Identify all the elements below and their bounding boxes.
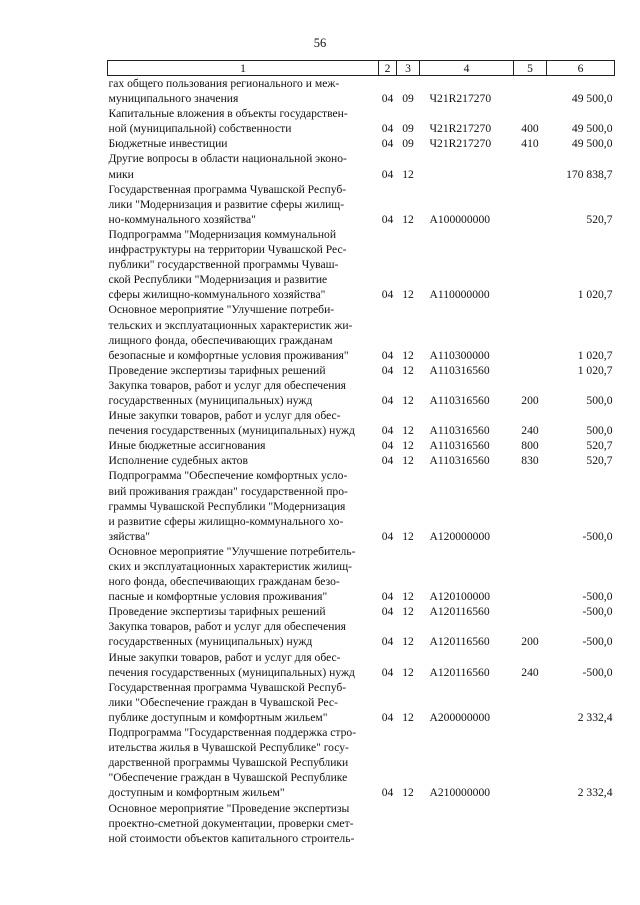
row-name: Бюджетные инвестиции (108, 137, 228, 151)
row-subsection: 12 (402, 665, 414, 679)
row-expense-type (514, 468, 547, 543)
row-expense-type: 830 (521, 454, 539, 468)
table-row (108, 363, 615, 378)
row-target-article: A120000000 (429, 529, 491, 543)
row-subsection: 09 (402, 122, 414, 136)
table-row (108, 619, 615, 649)
row-expense-type (514, 76, 547, 107)
row-name: Закупка товаров, работ и услуг для обеспечения государственных (муниципальных) нужд (108, 620, 347, 649)
row-section (379, 801, 397, 846)
row-target-article: Ч21R217270 (429, 122, 492, 136)
table-row (108, 604, 615, 619)
row-amount: 2 332,4 (577, 710, 613, 724)
row-expense-type (514, 182, 547, 227)
row-name: Проведение экспертизы тарифных решений (108, 605, 326, 619)
table-row (108, 302, 615, 362)
row-subsection: 12 (402, 288, 414, 302)
budget-table (107, 60, 615, 846)
row-amount: 1 020,7 (577, 363, 613, 377)
table-row (108, 438, 615, 453)
row-name: Основное мероприятие "Улучшение потребитель- ских и эксплуатационных характеристик жилищ- ного фонда, обеспечивающих гражданам безо- пасные и комфортные условия проживания" (108, 544, 356, 604)
row-expense-type: 240 (521, 424, 539, 438)
header-col-5: 5 (514, 61, 547, 76)
table-row (108, 106, 615, 136)
table-row (108, 227, 615, 302)
row-target-article (420, 801, 514, 846)
row-expense-type (514, 151, 547, 181)
table-row (108, 151, 615, 181)
row-amount: 49 500,0 (571, 137, 613, 151)
row-expense-type: 200 (521, 635, 539, 649)
row-name: гах общего пользования регионального и меж- муниципального значения (108, 77, 340, 106)
row-subsection: 12 (402, 348, 414, 362)
header-col-2: 2 (379, 61, 397, 76)
header-col-3: 3 (397, 61, 420, 76)
row-section: 04 (381, 212, 394, 226)
row-section: 04 (381, 454, 394, 468)
row-amount: -500,0 (582, 590, 613, 604)
row-amount: 520,7 (586, 439, 613, 453)
row-name: Государственная программа Чувашской Респуб- лики "Обеспечение граждан в Чувашской Рес- публике доступным и комфортным жильем" (108, 680, 347, 724)
row-subsection: 12 (402, 710, 414, 724)
row-target-article: A120116560 (429, 665, 490, 679)
row-expense-type: 800 (521, 439, 539, 453)
row-amount: 520,7 (586, 212, 613, 226)
table-row (108, 544, 615, 604)
header-col-4: 4 (420, 61, 514, 76)
table-row (108, 680, 615, 725)
table-row (108, 801, 615, 846)
row-target-article: A120116560 (429, 605, 490, 619)
row-subsection: 09 (402, 92, 414, 106)
table-row (108, 453, 615, 468)
row-amount: 49 500,0 (571, 122, 613, 136)
row-section: 04 (381, 393, 394, 407)
table-row (108, 725, 615, 800)
row-amount: 170 838,7 (566, 167, 613, 181)
row-section: 04 (381, 288, 394, 302)
table-row (108, 76, 615, 107)
row-subsection: 12 (402, 454, 414, 468)
row-target-article: A110316560 (429, 454, 490, 468)
row-amount: 2 332,4 (577, 786, 613, 800)
row-expense-type (514, 680, 547, 725)
row-target-article: Ч21R217270 (429, 137, 492, 151)
table-row (108, 468, 615, 543)
table-row (108, 182, 615, 227)
row-section: 04 (381, 92, 394, 106)
row-subsection: 12 (402, 590, 414, 604)
row-amount: -500,0 (582, 529, 613, 543)
row-subsection: 12 (402, 605, 414, 619)
row-target-article: A100000000 (429, 212, 491, 226)
row-name: Государственная программа Чувашской Респуб- лики "Модернизация и развитие сферы жилищ- но-коммунального хозяйства" (108, 182, 347, 226)
row-target-article: A200000000 (429, 710, 491, 724)
header-row (108, 61, 615, 76)
row-name: Иные закупки товаров, работ и услуг для обес- печения государственных (муниципальных) нужд (108, 409, 355, 438)
row-name: Подпрограмма "Модернизация коммунальной инфраструктуры на территории Чувашской Рес- публики" государственной программы Чуваш- ской Республики "Модернизация и развитие сферы жилищно-коммунального хозяйства" (108, 227, 347, 302)
row-name: Подпрограмма "Обеспечение комфортных усло- вий проживания граждан" государственной про- граммы Чувашской Республики "Модернизация и развитие сферы жилищно-коммунального хо- зяйства" (108, 469, 348, 543)
row-amount: 1 020,7 (577, 288, 613, 302)
row-name: Закупка товаров, работ и услуг для обеспечения государственных (муниципальных) нужд (108, 378, 347, 407)
row-expense-type: 200 (521, 393, 539, 407)
row-amount: 1 020,7 (577, 348, 613, 362)
row-expense-type (514, 302, 547, 362)
row-amount (547, 801, 615, 846)
row-expense-type: 240 (521, 665, 539, 679)
row-amount: -500,0 (582, 605, 613, 619)
row-subsection (397, 801, 420, 846)
row-amount: 520,7 (586, 454, 613, 468)
row-section: 04 (381, 363, 394, 377)
row-name: Другие вопросы в области национальной эконо- мики (108, 152, 347, 181)
row-subsection: 09 (402, 137, 414, 151)
header-col-1: 1 (108, 61, 379, 76)
row-target-article: A110316560 (429, 393, 490, 407)
table-body (108, 76, 615, 846)
row-section: 04 (381, 605, 394, 619)
row-name: Основное мероприятие "Проведение экспертизы проектно-сметной документации, проверки смет- ной стоимости объектов капитального строитель- (108, 801, 355, 845)
row-expense-type (514, 725, 547, 800)
row-amount: -500,0 (582, 665, 613, 679)
table-header (108, 61, 615, 76)
row-subsection: 12 (402, 212, 414, 226)
row-amount: 500,0 (586, 393, 613, 407)
row-subsection: 12 (402, 529, 414, 543)
row-section: 04 (381, 786, 394, 800)
row-section: 04 (381, 137, 394, 151)
row-subsection: 12 (402, 393, 414, 407)
row-section: 04 (381, 122, 394, 136)
row-section: 04 (381, 710, 394, 724)
row-subsection: 12 (402, 167, 414, 181)
row-subsection: 12 (402, 363, 414, 377)
row-expense-type: 400 (521, 122, 539, 136)
table-row (108, 378, 615, 408)
row-name: Иные закупки товаров, работ и услуг для обес- печения государственных (муниципальных) нужд (108, 650, 355, 679)
row-expense-type (514, 227, 547, 302)
table-row (108, 136, 615, 151)
row-target-article: A110300000 (429, 348, 490, 362)
row-amount: 500,0 (586, 424, 613, 438)
row-target-article: A110316560 (429, 439, 490, 453)
row-name: Основное мероприятие "Улучшение потреби- тельских и эксплуатационных характеристик жи- лищного фонда, обеспечивающих гражданам безопасные и комфортные условия проживания" (108, 303, 353, 362)
row-subsection: 12 (402, 786, 414, 800)
row-subsection: 12 (402, 439, 414, 453)
row-subsection: 12 (402, 424, 414, 438)
row-amount: 49 500,0 (571, 92, 613, 106)
row-expense-type (514, 801, 547, 846)
row-name: Иные бюджетные ассигнования (108, 439, 266, 453)
row-name: Подпрограмма "Государственная поддержка стро- ительства жилья в Чувашской Республике" госу- дарственной программы Чувашской Республики "Обеспечение граждан в Чувашской Республике доступным и комфортным жильем" (108, 726, 357, 800)
row-section: 04 (381, 167, 394, 181)
row-target-article: Ч21R217270 (429, 92, 492, 106)
table-row (108, 650, 615, 680)
row-target-article: A110316560 (429, 363, 490, 377)
row-target-article: A120116560 (429, 635, 490, 649)
page-number: 56 (313, 36, 327, 50)
row-target-article: A210000000 (429, 786, 491, 800)
row-target-article: A120100000 (429, 590, 491, 604)
row-expense-type (514, 604, 547, 619)
row-section: 04 (381, 529, 394, 543)
row-amount: -500,0 (582, 635, 613, 649)
table-row (108, 408, 615, 438)
row-section: 04 (381, 348, 394, 362)
row-section: 04 (381, 424, 394, 438)
row-section: 04 (381, 590, 394, 604)
row-name: Исполнение судебных актов (108, 454, 248, 468)
row-subsection: 12 (402, 635, 414, 649)
row-expense-type (514, 363, 547, 378)
row-target-article: A110000000 (429, 288, 490, 302)
row-target-article (420, 151, 514, 181)
row-name: Проведение экспертизы тарифных решений (108, 363, 326, 377)
row-section: 04 (381, 635, 394, 649)
header-col-6: 6 (547, 61, 615, 76)
row-target-article: A110316560 (429, 424, 490, 438)
row-expense-type: 410 (521, 137, 539, 151)
row-section: 04 (381, 439, 394, 453)
row-name: Капитальные вложения в объекты государствен- ной (муниципальной) собственности (108, 107, 348, 136)
row-expense-type (514, 544, 547, 604)
row-section: 04 (381, 665, 394, 679)
